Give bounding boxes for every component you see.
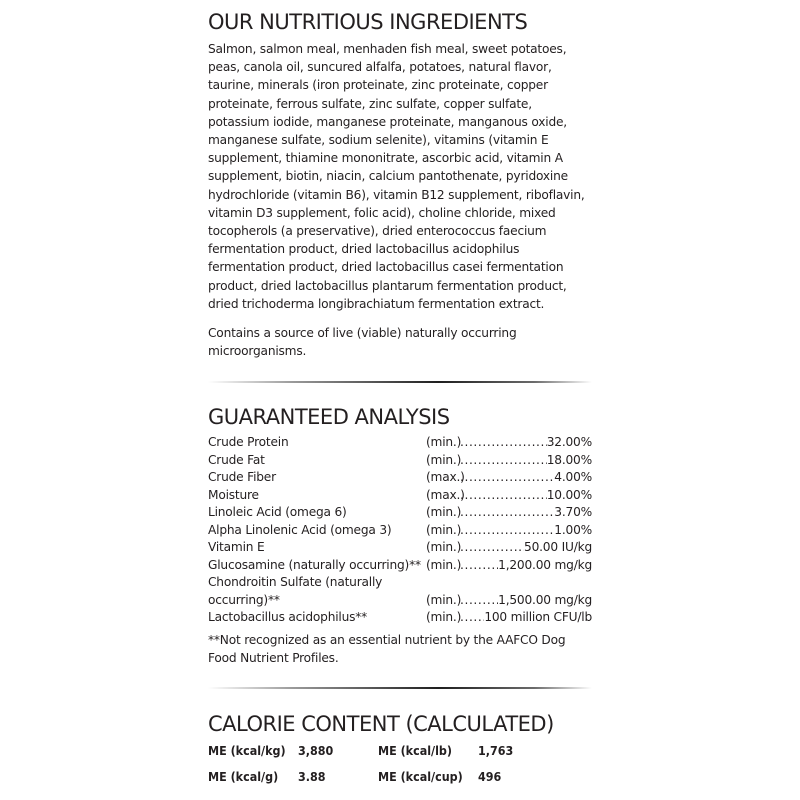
probiotic-note: Contains a source of live (viable) naturally occurring microorganisms. (208, 326, 517, 359)
dot-leader (460, 557, 498, 575)
dot-leader (460, 469, 554, 487)
nutrient-name: Linoleic Acid (omega 6) (208, 505, 347, 519)
analysis-row (208, 557, 592, 575)
calorie-value: 3,880 (298, 743, 334, 758)
nutrient-name: Vitamin E (208, 540, 265, 554)
analysis-row (208, 487, 592, 505)
nutrient-amount: 4.00% (554, 470, 592, 484)
calorie-heading: CALORIE CONTENT (CALCULATED) (208, 712, 554, 736)
calorie-label: ME (kcal/kg) (208, 743, 286, 758)
nutrient-qualifier: (min.) (426, 505, 462, 519)
dot-leader (460, 452, 547, 470)
analysis-row (208, 522, 592, 540)
analysis-row (208, 609, 592, 627)
nutrient-name: Crude Fat (208, 452, 265, 467)
calorie-value: 1,763 (478, 743, 514, 758)
analysis-table (208, 434, 592, 627)
section-divider (208, 687, 592, 689)
nutrient-name: Alpha Linolenic Acid (omega 3) (208, 522, 392, 537)
nutrient-amount: 18.00% (546, 452, 592, 467)
nutrient-amount: 10.00% (546, 487, 592, 502)
nutrient-amount: 1,500.00 mg/kg (498, 592, 592, 607)
nutrient-qualifier: (min.) (426, 435, 462, 449)
dot-leader (460, 522, 554, 540)
ingredients-list: Salmon, salmon meal, menhaden fish meal, sweet potatoes, peas, canola oil, suncured alfalfa, potatoes, natural flavor, taurine, minerals (iron proteinate, zinc proteinate, copper proteinate, ferrous sulfate, zinc sulfate, copper sulfate, potassium iodide, manganese proteinate, manganous oxide, manganese sulfate, sodium selenite), vitamins (vitamin E supplement, thiamine mononitrate, ascorbic acid, vitamin A supplement, biotin, niacin, calcium pantothenate, pyridoxine hydrochloride (vitamin B6), vitamin B12 supplement, riboflavin, vitamin D3 supplement, folic acid), choline chloride, mixed tocopherols (a preservative), dried enterococcus faecium fermentation product, dried lactobacillus acidophilus fermentation product, dried lactobacillus casei fermentation product, dried lactobacillus plantarum fermentation product, dried trichoderma longibrachiatum fermentation extract. (208, 42, 585, 311)
dot-leader (460, 504, 554, 522)
calorie-value: 3.88 (298, 769, 326, 784)
nutrient-amount: 3.70% (554, 505, 592, 519)
analysis-row (208, 574, 592, 609)
analysis-heading: GUARANTEED ANALYSIS (208, 405, 450, 429)
ingredients-heading: OUR NUTRITIOUS INGREDIENTS (208, 10, 528, 34)
nutrient-name: Glucosamine (naturally occurring)** (208, 557, 421, 572)
calorie-row (208, 768, 592, 794)
nutrient-qualifier: (min.) (426, 557, 462, 572)
dot-leader (460, 592, 498, 610)
analysis-row (208, 434, 592, 452)
nutrient-amount: 100 million CFU/lb (484, 610, 592, 624)
nutrient-qualifier: (min.) (426, 592, 462, 607)
nutrient-amount: 32.00% (546, 435, 592, 449)
nutrient-qualifier: (max.) (426, 470, 465, 484)
nutrient-name: Moisture (208, 487, 259, 502)
calorie-label: ME (kcal/cup) (378, 769, 463, 784)
analysis-row (208, 504, 592, 522)
analysis-row (208, 469, 592, 487)
calorie-table (208, 742, 592, 794)
nutrient-qualifier: (min.) (426, 540, 462, 554)
calorie-value: 496 (478, 769, 502, 784)
nutrient-name: Crude Fiber (208, 470, 276, 484)
nutrient-name: Lactobacillus acidophilus** (208, 610, 368, 624)
dot-leader (460, 434, 547, 452)
nutrient-name: Crude Protein (208, 435, 289, 449)
dot-leader (460, 487, 547, 505)
nutrient-qualifier: (min.) (426, 610, 462, 624)
analysis-row (208, 452, 592, 470)
calorie-label: ME (kcal/g) (208, 769, 279, 784)
nutrient-qualifier: (min.) (426, 452, 462, 467)
dot-leader (460, 609, 484, 627)
nutrient-amount: 1,200.00 mg/kg (498, 557, 592, 572)
analysis-row (208, 539, 592, 557)
section-divider (208, 381, 592, 383)
nutrient-amount: 50.00 IU/kg (524, 540, 592, 554)
calorie-label: ME (kcal/lb) (378, 743, 453, 758)
dot-leader (460, 539, 524, 557)
nutrient-qualifier: (min.) (426, 522, 462, 537)
nutrient-qualifier: (max.) (426, 487, 465, 502)
nutrient-name: Chondroitin Sulfate (naturally occurring)** (208, 575, 383, 607)
aafco-footnote: **Not recognized as an essential nutrient by the AAFCO Dog Food Nutrient Profiles. (208, 633, 566, 665)
nutrient-amount: 1.00% (554, 522, 592, 537)
calorie-row (208, 742, 592, 768)
